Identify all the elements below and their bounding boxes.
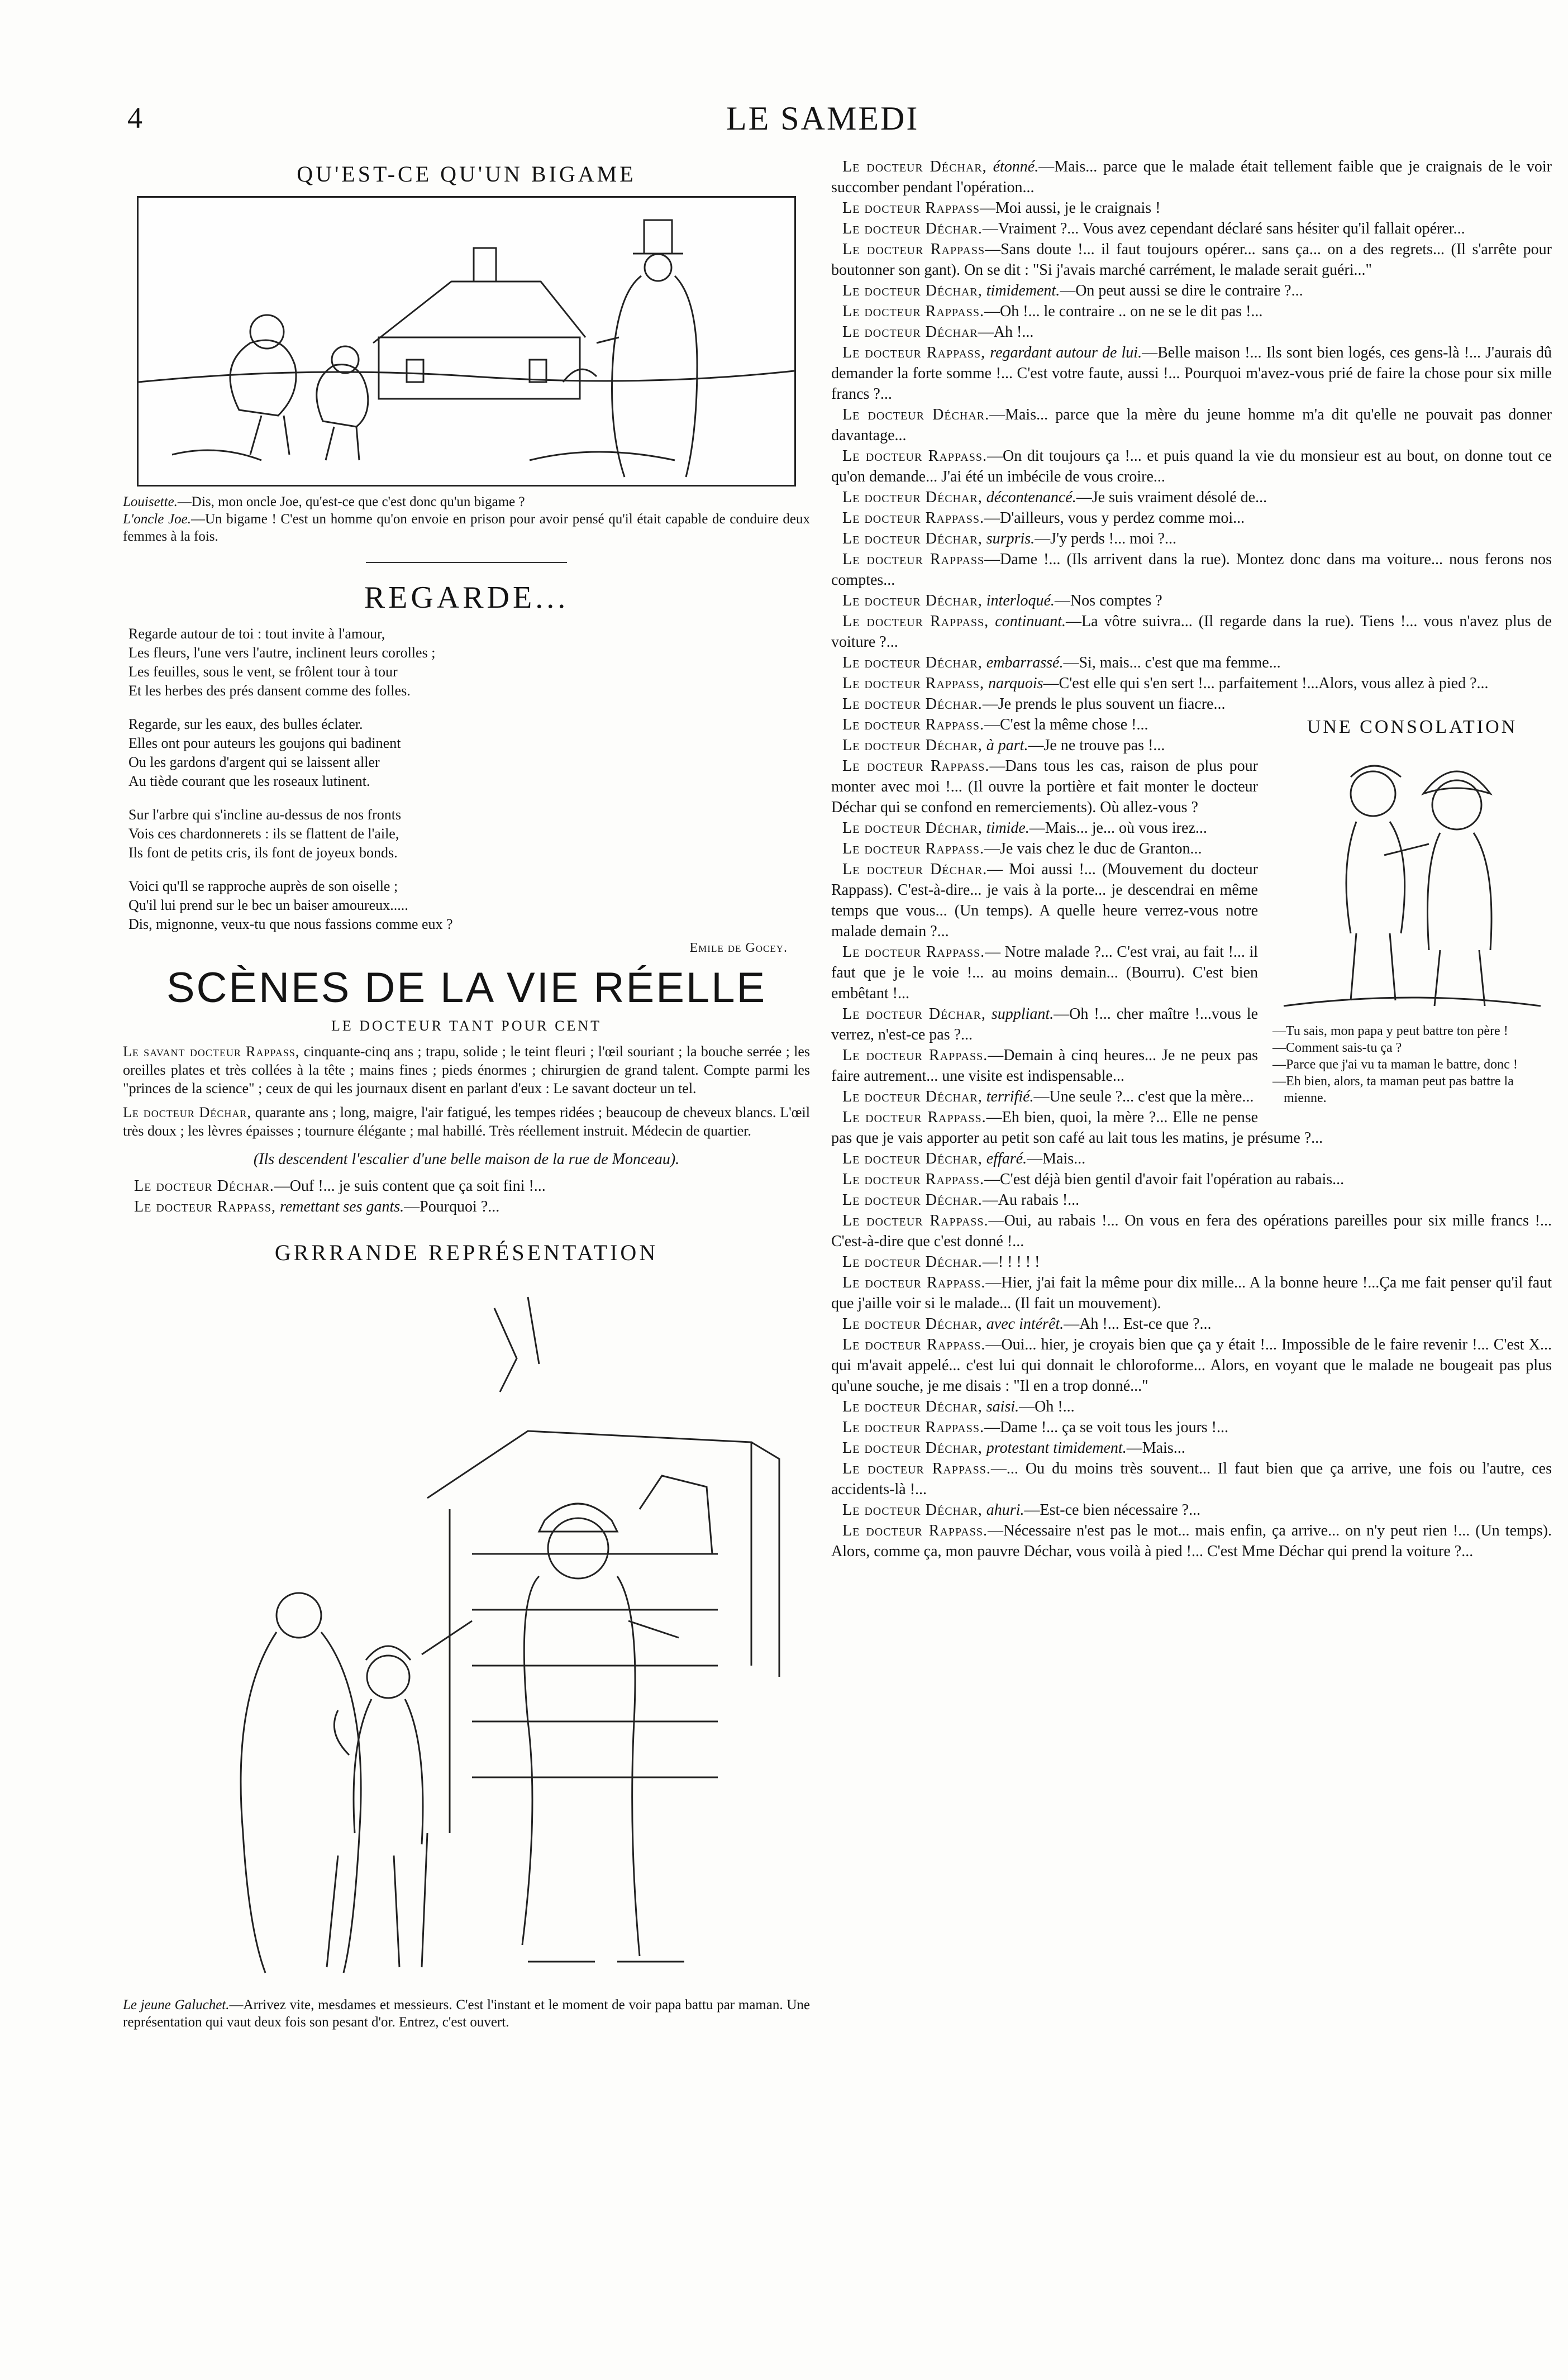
consolation-illustration	[1272, 743, 1552, 1023]
speaker: Le docteur Déchar.	[842, 695, 983, 713]
newspaper-title: LE SAMEDI	[726, 100, 919, 137]
dialogue-line	[831, 198, 1552, 218]
line-text: —Une seule ?... c'est que la mère...	[1033, 1088, 1254, 1105]
poem-title: REGARDE...	[364, 580, 569, 615]
speaker: Le docteur Rappass.	[842, 1419, 984, 1436]
dialogue-line	[831, 218, 1552, 239]
scenes-section	[123, 964, 810, 1217]
speaker: Le docteur Déchar,	[842, 158, 987, 175]
speaker: Le docteur Déchar.	[842, 861, 988, 878]
dialogue-line	[831, 1520, 1552, 1562]
speaker: Le docteur Déchar.	[842, 406, 990, 423]
speaker: Le docteur Déchar,	[842, 592, 983, 609]
line-text: —D'ailleurs, vous y perdez comme moi...	[984, 509, 1245, 527]
speaker: Le docteur Déchar,	[842, 654, 983, 671]
line-text: —Oh !... cher maître !...vous le verrez, n'est-ce pas ?...	[831, 1005, 1259, 1043]
dialogue-line	[831, 1169, 1552, 1190]
poem-line: Ils font de petits cris, ils font de joyeux bonds.	[128, 845, 398, 861]
direction: saisi.	[986, 1398, 1019, 1415]
bigame-speaker-2: L'oncle Joe.	[123, 512, 191, 527]
line-text: —Eh bien, quoi, la mère ?... Elle ne pense pas que je vais apporter au petit son café au lait tous les matins, je présume ?...	[831, 1109, 1323, 1147]
speaker: Le docteur Rappass.	[842, 447, 988, 465]
left-column	[123, 156, 810, 2034]
speaker: Le docteur Rappass.	[842, 1522, 988, 1539]
dialogue-line	[831, 1396, 1552, 1417]
dialogue-line	[831, 1148, 1552, 1169]
speaker: Le docteur Rappass,	[842, 675, 984, 692]
direction: terrifié.	[986, 1088, 1034, 1105]
line-text: —Hier, j'ai fait la même pour dix mille... A la bonne heure !...Ça me fait penser qu'il faut que j'aille voir si le malade... (Il fait un mouvement).	[831, 1274, 1552, 1312]
masthead	[0, 95, 1568, 156]
dialogue-line	[831, 1252, 1552, 1272]
poem-line: Elles ont pour auteurs les goujons qui badinent	[128, 735, 401, 751]
line-text: —Je prends le plus souvent un fiacre...	[982, 695, 1226, 713]
consolation-title: UNE CONSOLATION	[1307, 717, 1518, 737]
bigame-line-1: —Dis, mon oncle Joe, qu'est-ce que c'est donc qu'un bigame ?	[177, 494, 525, 509]
dialogue-line	[831, 1190, 1552, 1210]
dialogue-line	[831, 528, 1552, 549]
line-text: —C'est elle qui s'en sert !... parfaitement !...Alors, vous allez à pied ?...	[1043, 675, 1489, 692]
poem-line: Au tiède courant que les roseaux lutinent.	[128, 773, 370, 789]
speaker: Le docteur Déchar	[842, 323, 978, 341]
dialogue-line	[831, 652, 1552, 673]
poem-signature: Emile de Gocey.	[689, 941, 788, 955]
poem-body	[128, 624, 810, 934]
line-text: —Mais...	[1027, 1150, 1086, 1167]
direction: timidement.	[986, 282, 1060, 299]
representation-illustration	[137, 1275, 796, 1990]
dialogue-line	[831, 1314, 1552, 1334]
caption-line: —Tu sais, mon papa y peut battre ton père !	[1272, 1024, 1508, 1038]
line-text: —Je suis vraiment désolé de...	[1076, 489, 1267, 506]
representation-speaker: Le jeune Galuchet.	[123, 1997, 230, 2012]
speaker: Le docteur Rappass.	[842, 1336, 986, 1353]
speaker: Le docteur Déchar,	[842, 530, 983, 547]
speaker: Le docteur Déchar,	[842, 1439, 983, 1457]
bigame-line-2: —Un bigame ! C'est un homme qu'on envoie en prison pour avoir pensé qu'il était capable de conduire deux femmes à la fois.	[123, 512, 810, 544]
line-text: —Mais... je... où vous irez...	[1029, 819, 1207, 837]
line-text: —Mais...	[1126, 1439, 1185, 1457]
representation-title: GRRRANDE REPRÉSENTATION	[274, 1240, 659, 1265]
poem-line: Ou les gardons d'argent qui se laissent aller	[128, 754, 380, 770]
direction: avec intérêt.	[986, 1315, 1064, 1333]
speaker: Le docteur Rappass.	[842, 509, 984, 527]
line-text: —Pourquoi ?...	[404, 1198, 500, 1215]
speaker: Le docteur Rappass.	[842, 1212, 989, 1229]
direction: interloqué.	[986, 592, 1055, 609]
dialogue-line	[831, 508, 1552, 528]
poem-line: Dis, mignonne, veux-tu que nous fassions comme eux ?	[128, 916, 453, 932]
consolation-caption	[1272, 1023, 1552, 1106]
dialogue-line	[831, 1500, 1552, 1520]
dialogue-line	[831, 280, 1552, 301]
speaker: Le docteur Déchar.	[842, 1253, 983, 1271]
dialogue-line	[831, 1458, 1552, 1500]
speaker: Le docteur Rappass	[842, 199, 980, 217]
dialogue-line	[831, 446, 1552, 487]
direction: continuant.	[995, 613, 1066, 630]
caption-line: —Comment sais-tu ça ?	[1272, 1041, 1402, 1055]
speaker: Le docteur Rappass.	[842, 840, 984, 857]
bigame-section	[123, 161, 810, 545]
character-dechar	[123, 1103, 810, 1140]
line-text: —Dans tous les cas, raison de plus pour monter avec moi !... (Il ouvre la portière et fait monter le docteur Déchar qui se confond en remerciements). Où allez-vous ?	[831, 757, 1259, 816]
dialogue-line	[831, 342, 1552, 404]
poem-stanza	[128, 624, 810, 700]
direction: timide.	[986, 819, 1030, 837]
speaker: Le docteur Rappass.	[842, 1460, 991, 1477]
speaker: Le docteur Déchar.	[134, 1177, 274, 1195]
bigame-illustration	[137, 196, 796, 487]
speaker: Le docteur Déchar.	[842, 1191, 983, 1209]
line-text: —Au rabais !...	[982, 1191, 1080, 1209]
caption-line: —Parce que j'ai vu ta maman le battre, donc !	[1272, 1057, 1518, 1072]
line-text: —La vôtre suivra... (Il regarde dans la rue). Tiens !... vous n'avez plus de voiture ?...	[831, 613, 1552, 651]
dialogue-line	[831, 1107, 1552, 1148]
poem-stanza	[128, 715, 810, 791]
speaker: Le docteur Déchar,	[842, 1150, 983, 1167]
line-text: —C'est la même chose !...	[984, 716, 1148, 733]
consolation-box	[1272, 717, 1552, 1106]
line-text: —Je ne trouve pas !...	[1028, 737, 1165, 754]
line-text: —Moi aussi, je le craignais !	[979, 199, 1161, 217]
line-text: —C'est déjà bien gentil d'avoir fait l'opération au rabais...	[984, 1171, 1345, 1188]
speaker: Le docteur Rappass.	[842, 757, 990, 775]
line-text: —Ah !... Est-ce que ?...	[1064, 1315, 1212, 1333]
direction: surpris.	[986, 530, 1035, 547]
speaker: Le docteur Rappass.	[842, 716, 984, 733]
line-text: —Ouf !... je suis content que ça soit fini !...	[274, 1177, 546, 1195]
direction: narquois	[988, 675, 1043, 692]
line-text: —Sans doute !... il faut toujours opérer... sans ça... on a des regrets... (Il s'arrête pour boutonner son gant). On se dit : "Si j'avais marché carrément, le malade serait guéri..."	[831, 241, 1552, 279]
poem-line: Vois ces chardonnerets : ils se flattent de l'aile,	[128, 826, 399, 842]
speaker: Le docteur Déchar,	[842, 819, 983, 837]
dialogue-block	[831, 156, 1552, 714]
speaker: Le docteur Rappass,	[842, 613, 989, 630]
line-text: —On peut aussi se dire le contraire ?...	[1060, 282, 1303, 299]
speaker: Le docteur Rappass.	[842, 1171, 984, 1188]
dialogue-line	[831, 694, 1552, 714]
dialogue-line	[831, 322, 1552, 342]
dialogue-line	[123, 1176, 810, 1196]
poem-line: Les fleurs, l'une vers l'autre, inclinent leurs corolles ;	[128, 645, 436, 661]
line-text: —Oh !... le contraire .. on ne se le dit pas !...	[984, 303, 1263, 320]
line-text: —Oh !...	[1019, 1398, 1075, 1415]
poem-line: Sur l'arbre qui s'incline au-dessus de nos fronts	[128, 807, 402, 823]
speaker: Le docteur Déchar,	[842, 1005, 986, 1023]
dialogue-line	[831, 1210, 1552, 1252]
speaker: Le docteur Déchar,	[842, 1501, 983, 1519]
speaker: Le docteur Déchar,	[842, 737, 983, 754]
poem-section	[123, 580, 810, 956]
character-name: Le savant docteur Rappass,	[123, 1043, 300, 1060]
poem-line: Regarde, sur les eaux, des bulles éclater.	[128, 716, 363, 732]
character-description: cinquante-cinq ans ; trapu, solide ; le teint fleuri ; l'œil souriant ; la bouche serrée ; les oreilles plates et très collées à la tête ; mains fines ; pieds énormes ; chirurgien de grand talent. Compte parmi les "princes de la science" ; ceux de qui les journaux disent en parlant d'eux : Le savant docteur un tel.	[123, 1043, 811, 1096]
bigame-caption	[123, 493, 810, 545]
bigame-speaker-1: Louisette.	[123, 494, 178, 509]
line-text: —Oui, au rabais !... On vous en fera des opérations pareilles pour six mille francs !... C'est-à-dire que c'est donné !...	[831, 1212, 1552, 1250]
line-text: —Dame !... (Ils arrivent dans la rue). Montez donc dans ma voiture... nous ferons nos comptes...	[831, 551, 1552, 589]
dialogue-line	[831, 239, 1552, 280]
poem-stanza	[128, 877, 810, 934]
direction: protestant timidement.	[986, 1439, 1127, 1457]
caption-line: —Eh bien, alors, ta maman peut pas battre la mienne.	[1272, 1074, 1514, 1105]
scenes-subtitle: LE DOCTEUR TANT POUR CENT	[331, 1018, 602, 1034]
line-text: —Vraiment ?... Vous avez cependant déclaré sans hésiter qu'il fallait opérer...	[982, 220, 1465, 237]
poem-line: Et les herbes des prés dansent comme des folles.	[128, 683, 411, 699]
character-description: quarante ans ; long, maigre, l'air fatigué, les tempes ridées ; beaucoup de cheveux blancs. L'œil très doux ; les lèvres épaisses ; tournure élégante ; mal habillé. Très réellement instruit. Médecin de quartier.	[123, 1104, 810, 1139]
direction: suppliant.	[991, 1005, 1054, 1023]
direction: effaré.	[986, 1150, 1027, 1167]
dialogue-line	[831, 1334, 1552, 1396]
speaker: Le docteur Rappass.	[842, 1047, 988, 1064]
scenes-title: SCÈNES DE LA VIE RÉELLE	[166, 964, 767, 1012]
line-text: —On dit toujours ça !... et puis quand la vie du monsieur est au bout, on donne tout ce qu'on demande... J'ai été un imbécile de vous croire...	[831, 447, 1552, 485]
dialogue-line	[831, 1272, 1552, 1314]
dialogue-line	[831, 611, 1552, 652]
stage-direction: (Ils descendent l'escalier d'une belle maison de la rue de Monceau).	[253, 1151, 680, 1168]
line-text: —Mais... parce que la mère du jeune homme m'a dit qu'elle ne pouvait pas donner davantage...	[831, 406, 1552, 444]
speaker: Le docteur Déchar,	[842, 1315, 983, 1333]
poem-line: Voici qu'Il se rapproche auprès de son oiselle ;	[128, 878, 398, 894]
speaker: Le docteur Déchar,	[842, 489, 983, 506]
character-rappass	[123, 1042, 810, 1098]
dialogue-line	[123, 1196, 810, 1217]
bigame-title: QU'EST-CE QU'UN BIGAME	[297, 161, 636, 187]
speaker: Le docteur Déchar,	[842, 1398, 983, 1415]
line-text: —Oui... hier, je croyais bien que ça y était !... Impossible de le faire revenir !... C'est X... qui m'avait appelé... c'est lui qui donnait le chloroforme... Alors, en voyant que le malade ne bougeait pas plus qu'une souche, je me disais : "Il en a trop donné..."	[831, 1336, 1552, 1395]
direction: ahuri.	[986, 1501, 1024, 1519]
speaker: Le docteur Rappass.	[842, 943, 985, 961]
right-column	[831, 156, 1552, 1562]
dialogue-line	[831, 1417, 1552, 1438]
speaker: Le docteur Rappass.	[842, 1274, 986, 1291]
dialogue-line	[831, 487, 1552, 508]
poem-line: Regarde autour de toi : tout invite à l'amour,	[128, 626, 385, 642]
line-text: —Est-ce bien nécessaire ?...	[1024, 1501, 1201, 1519]
dialogue-line	[831, 156, 1552, 198]
representation-text: —Arrivez vite, mesdames et messieurs. C'est l'instant et le moment de voir papa battu par maman. Une représentation qui vaut deux fois son pesant d'or. Entrez, c'est ouvert.	[123, 1997, 811, 2030]
direction: étonné.	[993, 158, 1039, 175]
dialogue-line	[831, 549, 1552, 590]
direction: décontenancé.	[986, 489, 1076, 506]
line-text: —Dame !... ça se voit tous les jours !...	[984, 1419, 1229, 1436]
line-text: — Moi aussi !... (Mouvement du docteur Rappass). C'est-à-dire... je vais à la porte... je descendrai en même temps que vous... (Un temps). A quelle heure verrez-vous notre malade demain ?...	[831, 861, 1258, 940]
line-text: —Je vais chez le duc de Granton...	[984, 840, 1202, 857]
line-text: —Nécessaire n'est pas le mot... mais enfin, ça arrive... on n'y peut rien !... (Un temps). Alors, comme ça, mon pauvre Déchar, vous voilà à pied !... C'est Mme Déchar qui prend la voiture ?...	[831, 1522, 1552, 1560]
line-text: —Belle maison !... Ils sont bien logés, ces gens-là !... J'aurais dû demander la forte somme !... C'est votre faute, aussi !... Pourquoi m'avez-vous prié de faire la chose pour six mille francs ?...	[831, 344, 1552, 403]
poem-line: Les feuilles, sous le vent, se frôlent tour à tour	[128, 664, 398, 680]
speaker: Le docteur Rappass.	[842, 303, 984, 320]
speaker: Le docteur Déchar,	[842, 1088, 983, 1105]
speaker: Le docteur Déchar.	[842, 220, 983, 237]
poem-line: Qu'il lui prend sur le bec un baiser amoureux.....	[128, 897, 408, 913]
line-text: —... Ou du moins très souvent... Il faut bien que ça arrive, une fois ou l'autre, ces accidents-là !...	[831, 1460, 1552, 1498]
speaker: Le docteur Rappass	[842, 551, 985, 568]
speaker: Le docteur Rappass.	[842, 1109, 986, 1126]
line-text: —Demain à cinq heures... Je ne peux pas faire autrement... une visite est indispensable...	[831, 1047, 1258, 1085]
speaker: Le docteur Déchar,	[842, 282, 983, 299]
direction: embarrassé.	[986, 654, 1064, 671]
dialogue-line	[831, 301, 1552, 322]
line-text: —J'y perds !... moi ?...	[1035, 530, 1177, 547]
speaker: Le docteur Rappass,	[842, 344, 986, 361]
direction: à part.	[986, 737, 1028, 754]
line-text: —Si, mais... c'est que ma femme...	[1063, 654, 1281, 671]
character-name: Le docteur Déchar,	[123, 1104, 251, 1120]
dialogue-line	[831, 673, 1552, 694]
poem-stanza	[128, 805, 810, 862]
line-text: — Notre malade ?... C'est vrai, au fait !... il faut que je le voie !... au moins demain... (Bourru). C'est bien embêtant !...	[831, 943, 1258, 1002]
representation-section	[123, 1239, 810, 2031]
dialogue-line	[831, 1438, 1552, 1458]
line-text: —! ! ! ! !	[982, 1253, 1040, 1271]
line-text: —Mais... parce que le malade était tellement faible que je craignais de le voir succomber pendant l'opération...	[831, 158, 1552, 196]
dialogue-line	[831, 404, 1552, 446]
line-text: —Nos comptes ?	[1054, 592, 1162, 609]
speaker: Le docteur Rappass	[842, 241, 985, 258]
page-number: 4	[127, 101, 142, 135]
speaker: Le docteur Rappass,	[134, 1198, 276, 1215]
dialogue-line	[831, 590, 1552, 611]
representation-caption	[123, 1996, 810, 2031]
direction: remettant ses gants.	[279, 1198, 404, 1215]
divider	[366, 562, 567, 563]
direction: regardant autour de lui.	[990, 344, 1142, 361]
line-text: —Ah !...	[978, 323, 1034, 341]
